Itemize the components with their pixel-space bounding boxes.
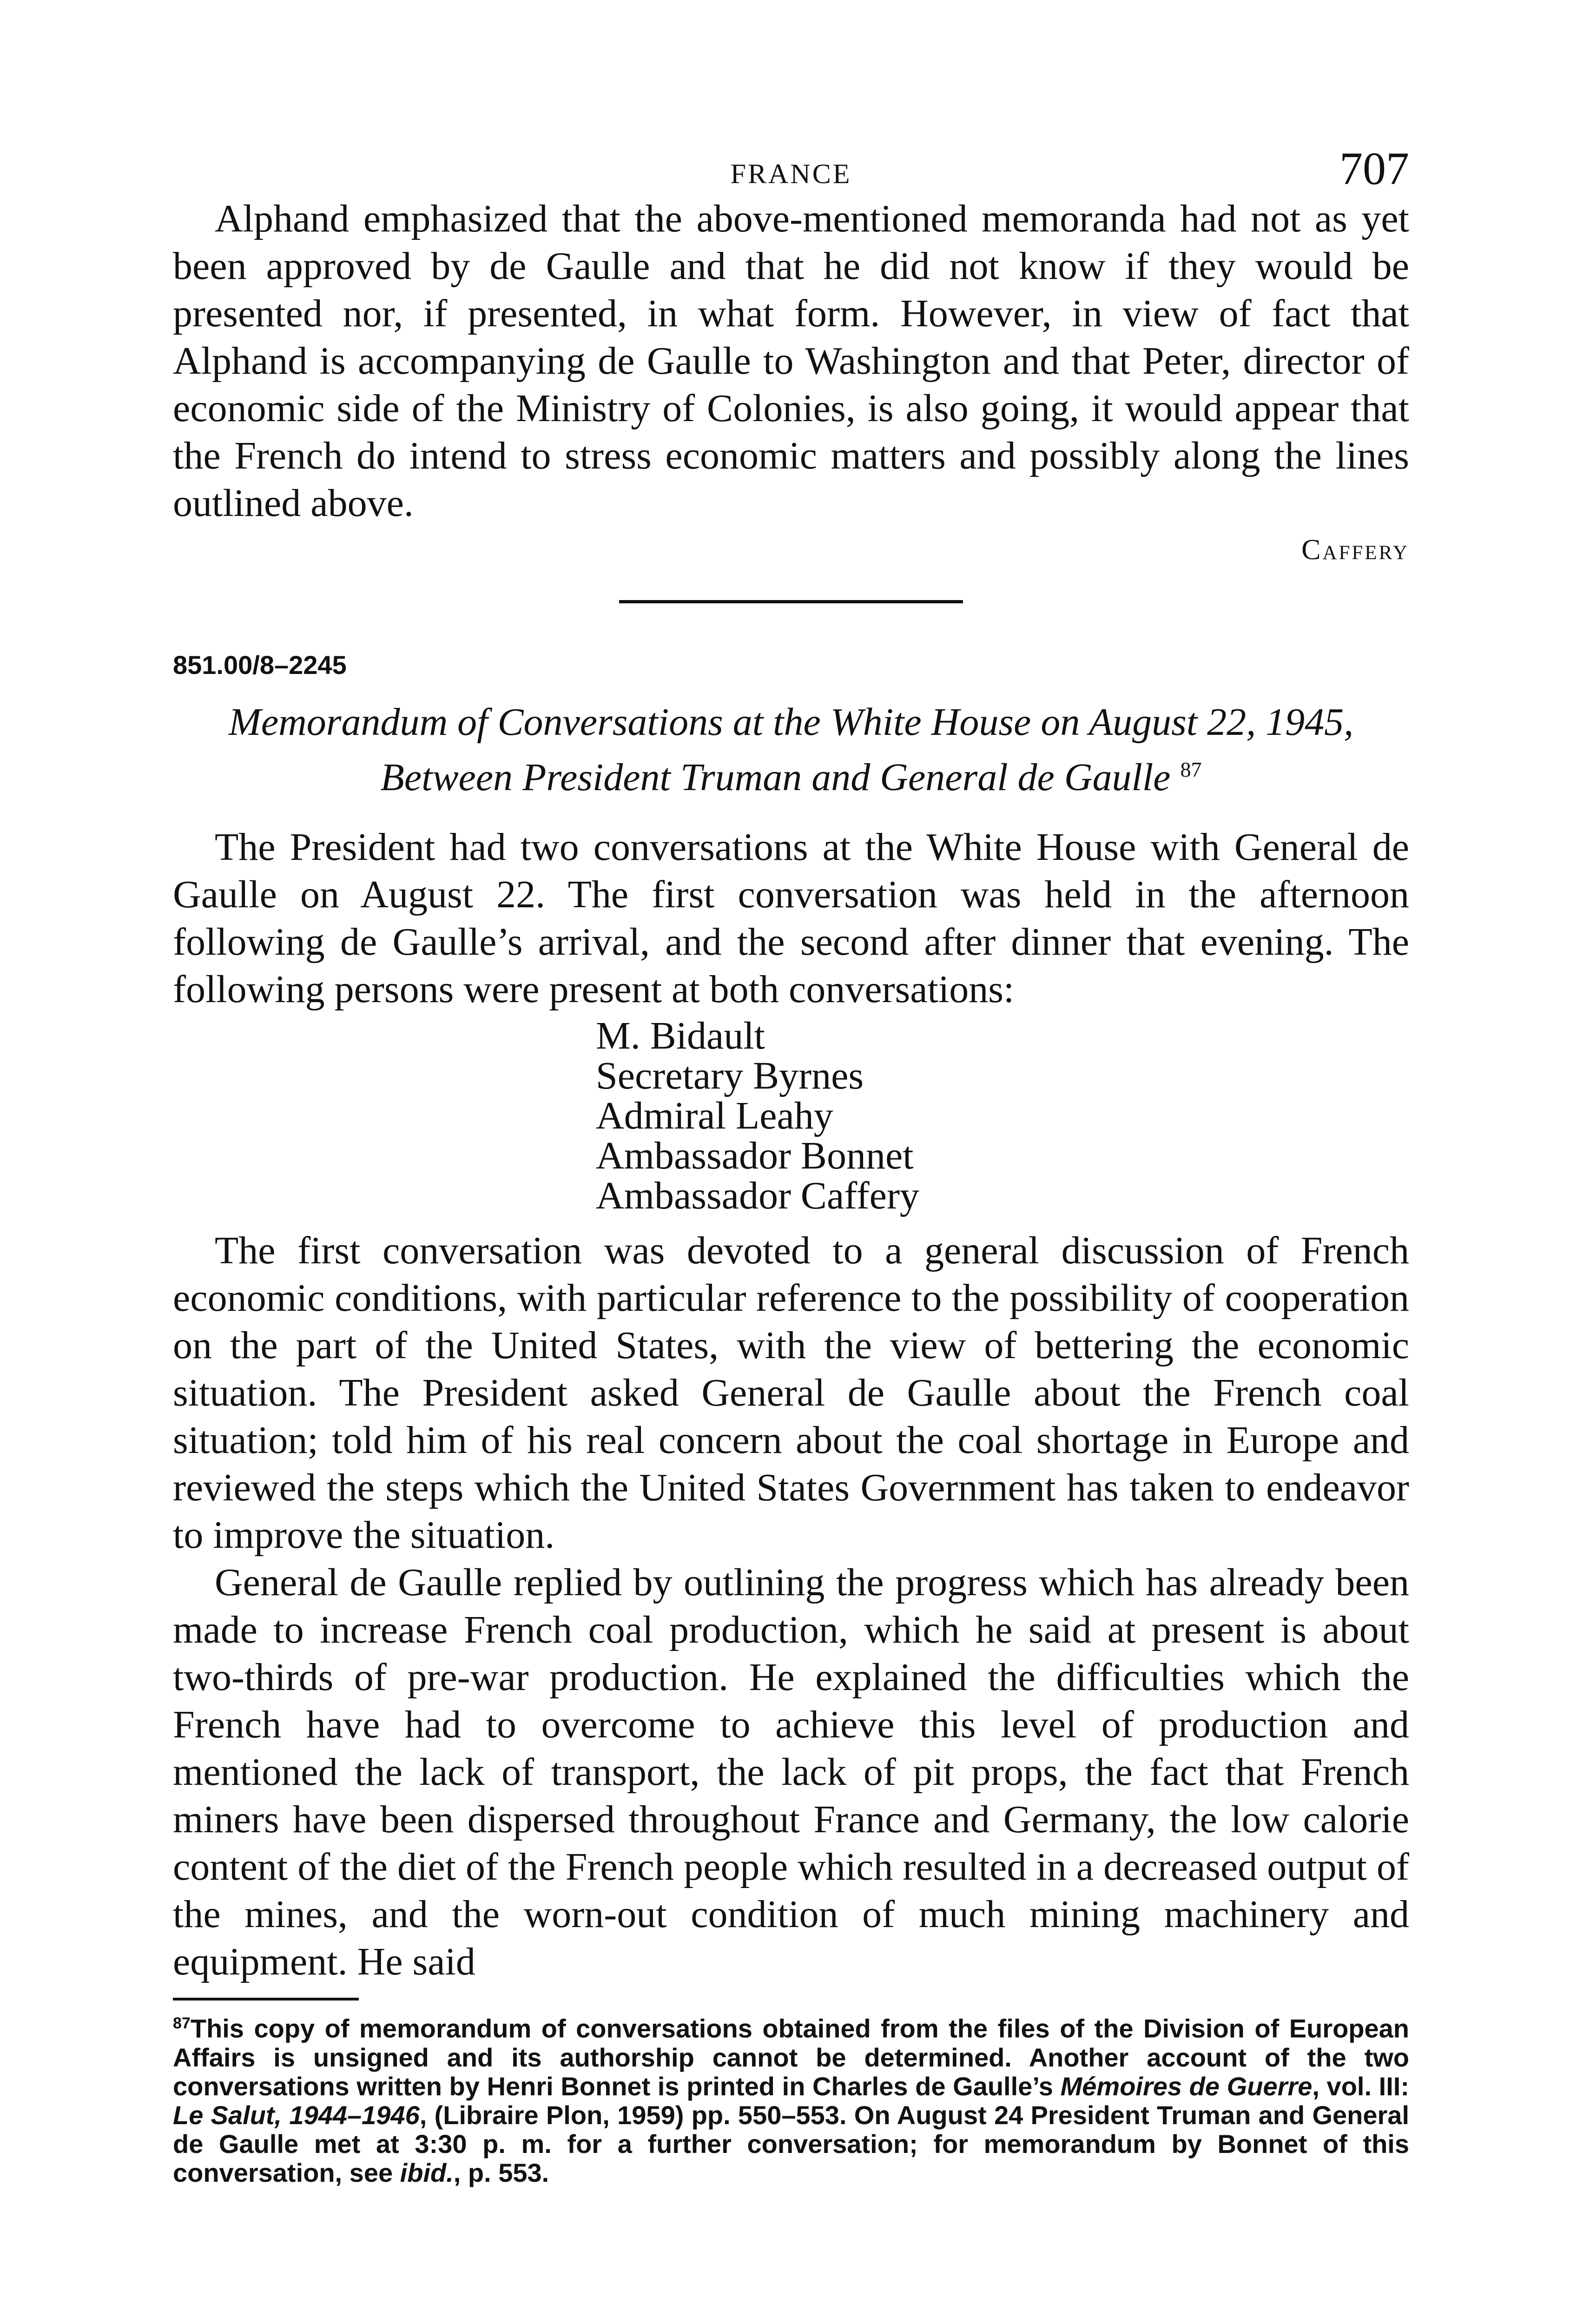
attendee: Ambassador Caffery [596, 1174, 919, 1217]
footnote-text: , vol. III: [1312, 2071, 1409, 2101]
paragraph-2: The President had two conversations at the White House with General de Gaulle on August 22. The first conversation was held in the afternoon following de Gaulle’s arrival, and the second after dinner that evening. The following persons were present at both conversations: [173, 825, 1409, 1011]
footnote-text: , p. 553. [453, 2158, 549, 2187]
paragraph-3: The first conversation was devoted to a general discussion of French economic conditions, with particular reference to the possibility of cooperation on the part of the United States, with the view of bettering the economic situation. The President asked General de Gaulle about the French coal situation; told him of his real concern about the coal shortage in Europe and reviewed the steps which the United States Government has taken to endeavor to improve the situation. [173, 1229, 1409, 1557]
attendee: Ambassador Bonnet [596, 1134, 914, 1177]
footnote-italic-ref: ibid. [400, 2158, 454, 2187]
footnote-reference: 87 [1180, 758, 1202, 781]
footnote-number: 87 [173, 2014, 191, 2032]
footnote-italic-title: Le Salut, 1944–1946 [173, 2100, 420, 2130]
attendee-list [596, 1016, 1409, 1216]
memorandum-body [173, 824, 1409, 1986]
footnote [173, 2009, 1409, 2187]
document-page [173, 139, 1409, 2187]
document-title [173, 699, 1409, 801]
paragraph-1: Alphand emphasized that the above-mentioned memoranda had not as yet been approved by de Gaulle and that he did not know if they would be presented nor, if presented, in what form. However, in view of fact that Alphand is accompanying de Gaulle to Washington and that Peter, director of economic side of the Ministry of Colonies, is also going, it would appear that the French do intend to stress economic matters and possibly along the lines outlined above. [173, 197, 1409, 525]
attendee: Admiral Leahy [596, 1094, 833, 1137]
running-head-title: FRANCE [730, 158, 852, 189]
footnote-italic-title: Mémoires de Guerre [1060, 2071, 1313, 2101]
running-head [173, 139, 1409, 195]
footnote-divider [173, 1998, 359, 2000]
footnote-text: This copy of memorandum of conversations obtained from the files of the Division of European Affairs is unsigned and its authorship cannot be determined. Another account of the two conversations written by Henri Bonnet is printed in Charles de Gaulle’s [173, 2014, 1409, 2101]
attendee: M. Bidault [596, 1014, 765, 1057]
document-title-text: Memorandum of Conversations at the White House on August 22, 1945, Between President Truman and General de Gaulle [228, 700, 1354, 799]
signature: Caffery [1301, 534, 1409, 566]
file-number: 851.00/8–2245 [173, 650, 347, 680]
paragraph-4: General de Gaulle replied by outlining the progress which has already been made to increase French coal production, which he said at present is about two-thirds of pre-war production. He explained the difficulties which the French have had to overcome to achieve this level of production and mentioned the lack of transport, the lack of pit props, the fact that French miners have been dispersed throughout France and Germany, the low calorie content of the diet of the French people which resulted in a decreased output of the mines, and the worn-out condition of much mining machinery and equipment. He said [173, 1561, 1409, 1983]
page-number: 707 [1339, 143, 1409, 194]
footnote-text: , (Libraire Plon, 1959) pp. 550–553. On August 24 President Truman and General de Gaulle met at 3:30 p. m. for a further conversation; for memorandum by Bonnet of this conversation, see [173, 2100, 1409, 2187]
section-divider [619, 600, 963, 603]
attendee: Secretary Byrnes [596, 1054, 864, 1097]
